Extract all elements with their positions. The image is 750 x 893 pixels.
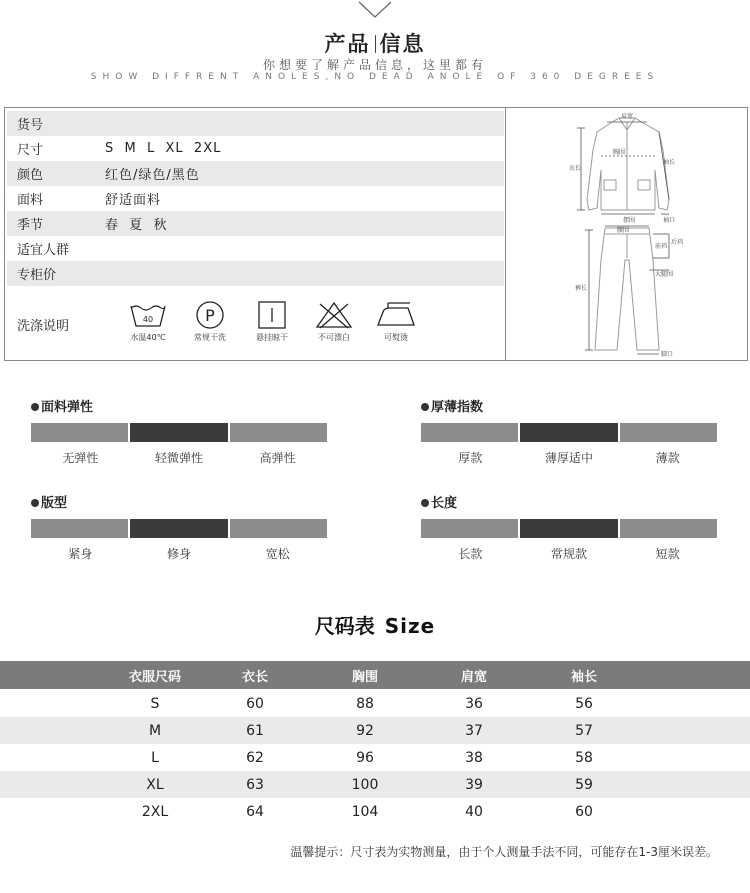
table-cell: 2XL (141, 803, 169, 820)
info-label: 货号 (17, 118, 44, 133)
attr-option: 短款 (655, 547, 680, 561)
svg-text:裤长: 裤长 (575, 285, 588, 292)
attr-options (421, 449, 717, 466)
attr-title: 面料弹性 (31, 396, 331, 416)
attr-length (421, 492, 721, 562)
attr-title: 长度 (421, 492, 721, 512)
svg-text:袖口: 袖口 (663, 217, 676, 224)
table-cell: M (148, 722, 162, 739)
attr-bars (31, 423, 327, 443)
info-label: 颜色 (17, 168, 44, 183)
table-cell: 60 (575, 803, 593, 820)
wash-label: 洗涤说明 (17, 319, 70, 334)
table-cell: 62 (246, 749, 264, 766)
attr-options (31, 449, 327, 466)
table-cell: 59 (575, 776, 593, 793)
svg-text:腰围: 腰围 (617, 227, 630, 234)
header-cell: 衣长 (241, 669, 268, 685)
table-cell: 58 (575, 749, 593, 766)
table-cell: 92 (356, 722, 374, 739)
table-cell: 56 (575, 695, 593, 712)
svg-text:摆围: 摆围 (623, 217, 636, 224)
wash-caption: 水温40℃ (130, 333, 166, 342)
info-label: 面料 (17, 193, 44, 208)
svg-text:衣长: 衣长 (569, 165, 582, 172)
size-note: 温馨提示：尺寸表为实物测量，由于个人测量手法不同，可能存在1-3厘米误差。 (290, 845, 718, 859)
svg-text:P: P (205, 306, 215, 325)
attr-option: 薄厚适中 (545, 451, 594, 465)
chevron-down-icon (357, 0, 393, 20)
table-row (0, 717, 750, 744)
product-info-box (4, 107, 748, 361)
no-bleach-icon (303, 300, 365, 343)
header-cell: 肩宽 (460, 669, 487, 685)
wash-icons (117, 300, 427, 350)
bullet-icon (31, 403, 39, 411)
table-row (0, 798, 750, 825)
info-label: 适宜人群 (17, 243, 70, 258)
attr-bar-selected (130, 519, 227, 538)
svg-text:肩宽: 肩宽 (620, 113, 634, 120)
attr-bar-selected (520, 423, 617, 442)
size-chart-header (0, 661, 750, 689)
wash-caption: 不可漂白 (318, 333, 350, 342)
table-cell: 36 (465, 695, 483, 712)
wash-caption: 可熨烫 (384, 333, 408, 342)
svg-text:胸围: 胸围 (613, 149, 626, 156)
attr-bar-selected (520, 519, 617, 538)
table-cell: 61 (246, 722, 264, 739)
title-right: 信息 (379, 32, 426, 56)
table-row (0, 744, 750, 771)
svg-text:后裆: 后裆 (671, 239, 684, 246)
attr-option: 紧身 (68, 547, 93, 561)
info-row-audience (7, 236, 504, 261)
attr-thickness (421, 396, 721, 466)
table-cell: 88 (356, 695, 374, 712)
hang-dry-icon (241, 300, 303, 343)
table-row (0, 771, 750, 798)
attr-options (421, 545, 717, 562)
garment-measurement-diagram (509, 110, 745, 358)
header-cell: 衣服尺码 (128, 669, 181, 685)
wash-caption: 常规干洗 (194, 333, 226, 342)
attr-bar (230, 519, 327, 538)
page-title (0, 28, 750, 58)
table-cell: L (151, 749, 159, 766)
info-label: 季节 (17, 218, 44, 233)
table-cell: 57 (575, 722, 593, 739)
svg-text:40: 40 (142, 315, 154, 324)
table-cell: 37 (465, 722, 483, 739)
attr-option: 无弹性 (62, 451, 99, 465)
attr-title: 版型 (31, 492, 331, 512)
info-value: S M L XL 2XL (105, 141, 222, 156)
table-cell: 60 (246, 695, 264, 712)
info-label: 尺寸 (17, 143, 44, 158)
table-cell: 38 (465, 749, 483, 766)
svg-text:前裆: 前裆 (655, 243, 668, 250)
bullet-icon (31, 499, 39, 507)
attr-option: 轻微弹性 (155, 451, 204, 465)
info-row-item-no (7, 111, 504, 136)
wash-caption: 悬挂晾干 (256, 333, 288, 342)
info-value: 舒适面料 (105, 193, 162, 208)
bullet-icon (421, 499, 429, 507)
attr-bar (31, 423, 128, 442)
info-row-size (7, 136, 504, 161)
attr-bars (421, 519, 717, 539)
attr-option: 高弹性 (259, 451, 296, 465)
wash-40-icon (117, 300, 179, 343)
attr-bar (31, 519, 128, 538)
table-cell: XL (146, 776, 164, 793)
table-cell: 63 (246, 776, 264, 793)
table-cell: 40 (465, 803, 483, 820)
svg-text:袖长: 袖长 (663, 159, 676, 166)
attr-bar (421, 519, 518, 538)
info-divider (505, 108, 506, 360)
attr-bars (421, 423, 717, 443)
attr-option: 常规款 (551, 547, 588, 561)
iron-icon (365, 300, 427, 343)
svg-text:大腿围: 大腿围 (655, 271, 674, 278)
header-cell: 袖长 (570, 669, 597, 685)
table-cell: 64 (246, 803, 264, 820)
info-label: 专柜价 (17, 268, 57, 283)
header-cell: 胸围 (351, 669, 378, 685)
attr-bar (620, 423, 717, 442)
attr-bar (620, 519, 717, 538)
info-row-color (7, 161, 504, 186)
table-cell: 96 (356, 749, 374, 766)
attr-option: 长款 (458, 547, 483, 561)
table-cell: S (150, 695, 160, 712)
table-row (0, 690, 750, 717)
attr-elasticity (31, 396, 331, 466)
info-value: 春 夏 秋 (105, 218, 168, 233)
bullet-icon (421, 403, 429, 411)
info-row-price (7, 261, 504, 286)
table-cell: 104 (351, 803, 379, 820)
info-value: 红色/绿色/黑色 (105, 168, 200, 183)
attr-bar (421, 423, 518, 442)
info-row-season (7, 211, 504, 236)
table-cell: 39 (465, 776, 483, 793)
info-row-fabric (7, 186, 504, 211)
attr-title: 厚薄指数 (421, 396, 721, 416)
svg-text:脚口: 脚口 (661, 351, 674, 358)
attr-bar-selected (130, 423, 227, 442)
attr-bars (31, 519, 327, 539)
attr-options (31, 545, 327, 562)
attr-option: 修身 (167, 547, 192, 561)
subtitle-cn: 你想要了解产品信息，这里都有 (262, 58, 487, 72)
title-left: 产品 (324, 32, 371, 56)
attr-bar (230, 423, 327, 442)
size-chart-title: 尺码表 Size (314, 614, 436, 638)
dry-clean-icon (179, 300, 241, 343)
table-cell: 100 (351, 776, 379, 793)
attr-option: 薄款 (655, 451, 680, 465)
attr-fit (31, 492, 331, 562)
attr-option: 厚款 (458, 451, 483, 465)
subtitle-en: SHOW DIFFRENT ANOLES,NO DEAD ANOLE OF 360 DEGREES (90, 72, 660, 82)
product-info-table (5, 108, 505, 360)
attr-option: 宽松 (265, 547, 290, 561)
